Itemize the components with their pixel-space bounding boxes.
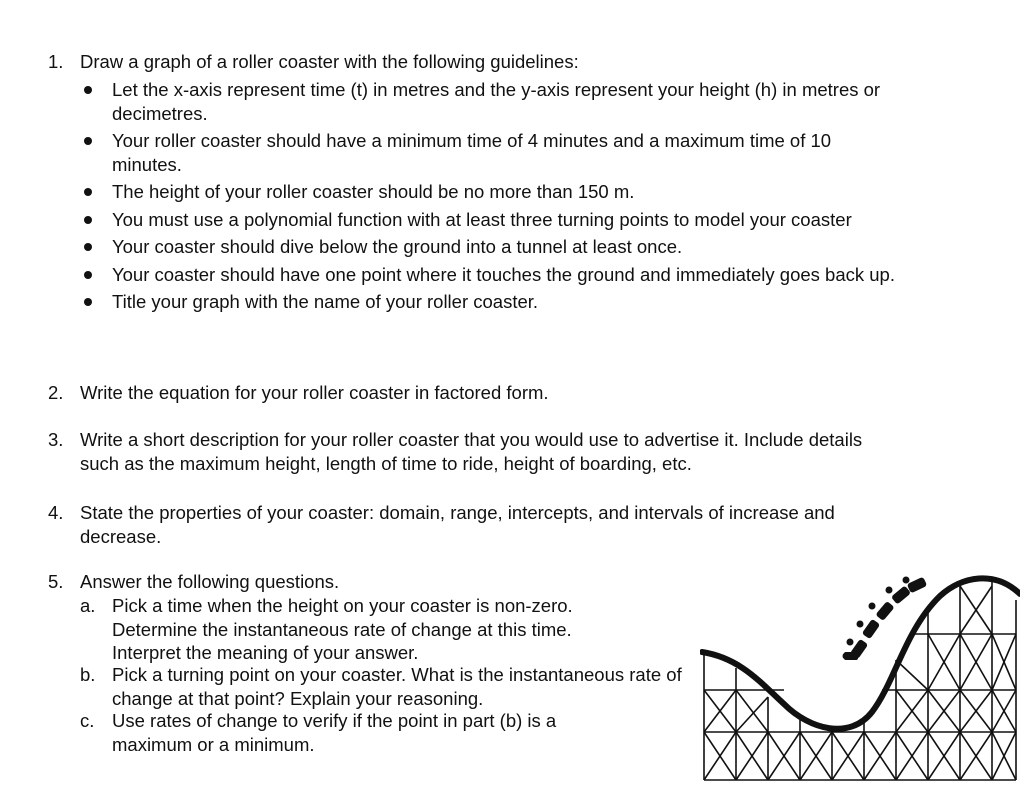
bullet-icon bbox=[84, 86, 92, 94]
list-item-text: Title your graph with the name of your roller coaster. bbox=[112, 291, 539, 312]
question-number: 5. bbox=[48, 571, 64, 592]
part-letter: a. bbox=[80, 595, 96, 616]
list-item-text: You must use a polynomial function with at least three turning points to model your coaster bbox=[112, 208, 852, 230]
part-letter: b. bbox=[80, 664, 96, 685]
bullet-icon bbox=[84, 216, 92, 224]
question-number: 2. bbox=[48, 382, 64, 403]
list-item-text: Let the x-axis represent time (t) in metres and the y-axis represent your height (h) in metres or decimetres. bbox=[112, 79, 881, 124]
bullet-icon bbox=[84, 271, 92, 279]
part-text: Pick a turning point on your coaster. What is the instantaneous rate of change at that point? Explain your reasoning. bbox=[112, 664, 682, 709]
bullet-icon bbox=[84, 188, 92, 196]
list-item-text: Your roller coaster should have a minimum time of 4 minutes and a maximum time of 10 minutes. bbox=[112, 130, 832, 175]
list-item bbox=[0, 235, 902, 259]
part-text: Pick a time when the height on your coaster is non-zero. Determine the instantaneous rate of change at this time. Interpret the meaning of your answer. bbox=[112, 595, 573, 663]
question-text: State the properties of your coaster: domain, range, intercepts, and intervals of increase and decrease. bbox=[80, 502, 835, 547]
part-text: Use rates of change to verify if the point in part (b) is a maximum or a minimum. bbox=[112, 710, 557, 755]
list-item bbox=[0, 263, 902, 287]
bullet-icon bbox=[84, 243, 92, 251]
question-text: Write a short description for your roller coaster that you would use to advertise it. Include details such as the maximum height, length of time to ride, height of boarding, etc. bbox=[80, 429, 863, 474]
list-item bbox=[0, 129, 902, 176]
list-item bbox=[0, 180, 902, 204]
list-item bbox=[0, 290, 902, 314]
list-item-text: Your coaster should have one point where it touches the ground and immediately goes back up. bbox=[112, 263, 895, 285]
list-item-text: Your coaster should dive below the ground into a tunnel at least once. bbox=[112, 236, 683, 257]
guidelines-list bbox=[0, 78, 1024, 318]
question-text: Draw a graph of a roller coaster with the following guidelines: bbox=[80, 51, 579, 72]
question-number: 1. bbox=[48, 51, 64, 72]
question-number: 4. bbox=[48, 502, 64, 523]
part-letter: c. bbox=[80, 710, 95, 731]
bullet-icon bbox=[84, 137, 92, 145]
question-text: Answer the following questions. bbox=[80, 571, 340, 592]
list-item bbox=[0, 78, 902, 125]
list-item bbox=[0, 208, 902, 232]
roller-coaster-icon bbox=[700, 572, 1020, 784]
list-item-text: The height of your roller coaster should be no more than 150 m. bbox=[112, 181, 635, 202]
question-text: Write the equation for your roller coaster in factored form. bbox=[80, 382, 549, 403]
question-number: 3. bbox=[48, 429, 64, 450]
bullet-icon bbox=[84, 298, 92, 306]
